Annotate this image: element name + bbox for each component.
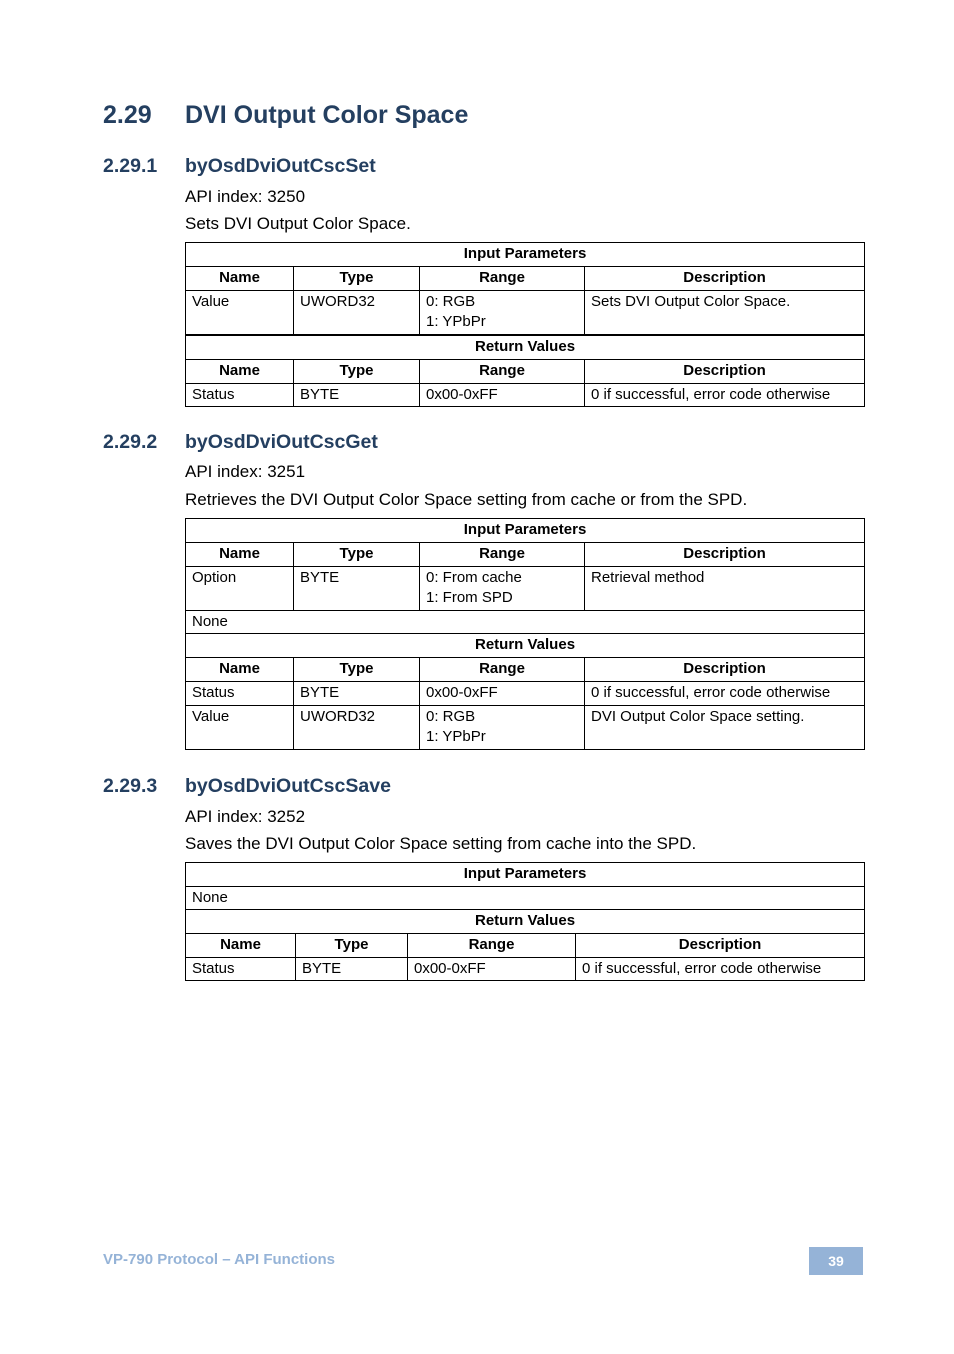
col-range-header: Range <box>420 359 585 383</box>
return-range: 0x00-0xFF <box>420 383 585 406</box>
table-row <box>186 291 865 335</box>
subsection-number: 2.29.3 <box>103 775 158 797</box>
table-row <box>186 958 865 981</box>
col-description-header: Description <box>585 543 865 567</box>
return-type: BYTE <box>294 383 420 406</box>
col-description-header: Description <box>585 359 865 383</box>
section-heading <box>103 101 468 130</box>
col-type-header: Type <box>294 658 420 682</box>
param-name: Value <box>186 291 294 335</box>
none-row: None <box>186 611 865 634</box>
col-range-header: Range <box>408 934 576 958</box>
function-description: Sets DVI Output Color Space. <box>185 214 411 233</box>
subsection-heading <box>103 775 391 798</box>
range-line: 1: YPbPr <box>426 728 486 745</box>
return-type: UWORD32 <box>294 706 420 750</box>
col-type-header: Type <box>294 543 420 567</box>
table-row <box>186 611 865 634</box>
return-description: 0 if successful, error code otherwise <box>576 958 865 981</box>
param-description: Sets DVI Output Color Space. <box>585 291 865 335</box>
return-description: 0 if successful, error code otherwise <box>585 383 865 406</box>
col-range-header: Range <box>420 658 585 682</box>
input-parameters-header: Input Parameters <box>186 863 865 887</box>
return-name: Status <box>186 383 294 406</box>
col-range-header: Range <box>420 543 585 567</box>
return-type: BYTE <box>294 682 420 706</box>
param-range <box>420 567 585 611</box>
function-description: Saves the DVI Output Color Space setting from cache into the SPD. <box>185 834 697 853</box>
table-row <box>186 567 865 611</box>
table-row <box>186 682 865 706</box>
subsection-title: byOsdDviOutCscGet <box>185 431 378 453</box>
col-name-header: Name <box>186 543 294 567</box>
col-type-header: Type <box>296 934 408 958</box>
range-line: 1: From SPD <box>426 589 513 606</box>
range-line: 0: RGB <box>426 293 476 310</box>
api-index: API index: 3250 <box>185 187 306 206</box>
return-values-header: Return Values <box>186 335 865 360</box>
subsection-number: 2.29.1 <box>103 155 158 177</box>
input-parameters-header: Input Parameters <box>186 243 865 267</box>
return-range: 0x00-0xFF <box>420 682 585 706</box>
col-type-header: Type <box>294 267 420 291</box>
table-row <box>186 887 865 910</box>
col-description-header: Description <box>585 658 865 682</box>
input-parameters-header: Input Parameters <box>186 519 865 543</box>
param-description: Retrieval method <box>585 567 865 611</box>
return-range: 0x00-0xFF <box>408 958 576 981</box>
api-table-save <box>185 862 865 981</box>
param-type: BYTE <box>294 567 420 611</box>
col-name-header: Name <box>186 934 296 958</box>
section-title: DVI Output Color Space <box>185 101 469 129</box>
col-range-header: Range <box>420 267 585 291</box>
api-index: API index: 3252 <box>185 807 306 826</box>
param-range <box>420 291 585 335</box>
return-values-header: Return Values <box>186 910 865 934</box>
api-index: API index: 3251 <box>185 462 306 481</box>
col-name-header: Name <box>186 658 294 682</box>
range-line: 0: From cache <box>426 569 522 586</box>
table-row <box>186 706 865 750</box>
api-table-set <box>185 242 865 407</box>
subsection-title: byOsdDviOutCscSave <box>185 775 391 797</box>
api-table-get <box>185 518 865 750</box>
range-line: 1: YPbPr <box>426 313 486 330</box>
return-name: Value <box>186 706 294 750</box>
param-name: Option <box>186 567 294 611</box>
return-type: BYTE <box>296 958 408 981</box>
return-description: 0 if successful, error code otherwise <box>585 682 865 706</box>
subsection-heading <box>103 155 376 178</box>
table-row <box>186 383 865 406</box>
return-description: DVI Output Color Space setting. <box>585 706 865 750</box>
subsection-number: 2.29.2 <box>103 431 158 453</box>
param-type: UWORD32 <box>294 291 420 335</box>
section-number: 2.29 <box>103 101 152 129</box>
return-range <box>420 706 585 750</box>
subsection-heading <box>103 431 378 454</box>
col-type-header: Type <box>294 359 420 383</box>
return-name: Status <box>186 682 294 706</box>
page-number: 39 <box>809 1247 863 1275</box>
return-values-header: Return Values <box>186 634 865 658</box>
col-description-header: Description <box>585 267 865 291</box>
range-line: 0: RGB <box>426 708 476 725</box>
col-name-header: Name <box>186 267 294 291</box>
function-description: Retrieves the DVI Output Color Space setting from cache or from the SPD. <box>185 490 748 509</box>
subsection-title: byOsdDviOutCscSet <box>185 155 376 177</box>
none-row: None <box>186 887 865 910</box>
return-name: Status <box>186 958 296 981</box>
col-description-header: Description <box>576 934 865 958</box>
col-name-header: Name <box>186 359 294 383</box>
footer-title: VP-790 Protocol – API Functions <box>103 1251 335 1268</box>
